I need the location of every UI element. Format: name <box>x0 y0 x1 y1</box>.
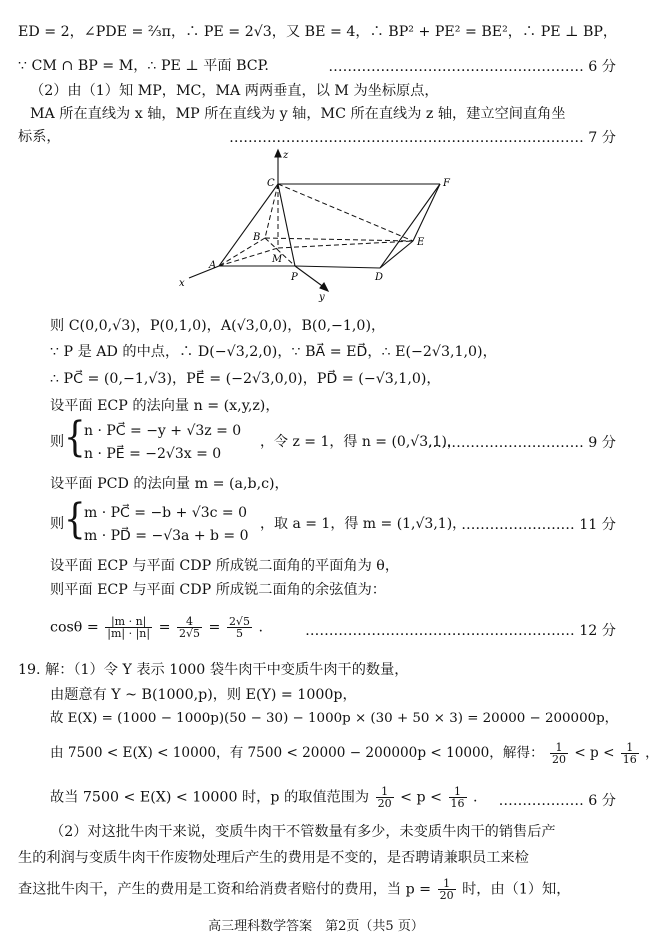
text-line: 故当 7500 < E(X) < 10000 时，p 的取值范围为 $\frac{1}{20}$ < p < $\frac{1}{16}$ . <box>50 785 478 810</box>
text-line: 19. 解：（1）令 Y 表示 1000 袋牛肉干中变质牛肉干的数量， <box>18 662 409 678</box>
text-line: （2）对这批牛肉干来说，变质牛肉干不管数量有多少，未变质牛肉干的销售后产 <box>50 824 556 840</box>
label-z: z <box>283 150 289 161</box>
edge-ME <box>278 241 413 248</box>
text-line: 生的利润与变质牛肉干作废物处理后产生的费用是不变的，是否聘请兼职员工来检 <box>18 850 529 866</box>
score-mark: ……………… 6 分 <box>498 793 616 809</box>
text-line: 由题意有 Y ~ B(1000,p)，则 E(Y) = 1000p， <box>50 687 357 703</box>
edge-BE <box>265 238 413 241</box>
edge-FE <box>413 184 440 241</box>
text-line: ，取 a = 1，得 m = (1,√3,1)， <box>260 516 467 532</box>
text-line: 由 7500 < E(X) < 10000，有 7500 < 20000 − 200000p < 10000，解得： $\frac{1}{20}$ < p < $\frac{1}{16}$ ， <box>50 741 659 766</box>
edge-CA <box>219 184 278 266</box>
text-line: 故 E(X) = (1000 − 1000p)(50 − 30) − 1000p × (30 + 50 × 3) = 20000 − 200000p， <box>50 711 619 726</box>
score-mark: …………………… 11 分 <box>461 517 616 533</box>
fraction: $\frac{1}{20}$ <box>552 741 567 766</box>
score-mark: …………………………… 9 分 <box>427 435 616 451</box>
label-x: x <box>179 278 185 289</box>
equation: n · PC⃗ = −y + √3z = 0 <box>84 423 242 439</box>
fraction: $\frac{1}{20}$ <box>439 877 454 902</box>
left-brace: { <box>64 496 86 544</box>
geometry-figure <box>175 148 465 303</box>
edge-FD <box>380 184 440 268</box>
left-brace: { <box>64 414 86 462</box>
text-line: 设平面 ECP 与平面 CDP 所成锐二面角的平面角为 θ， <box>50 558 400 574</box>
text-line: MA 所在直线为 x 轴，MP 所在直线为 y 轴，MC 所在直线为 z 轴，建立空间直角坐 <box>30 106 566 122</box>
score-mark: ……………………………………………… 6 分 <box>328 59 616 75</box>
text-line: 则 C(0,0,√3)，P(0,1,0)，A(√3,0,0)，B(0,−1,0)， <box>50 318 386 334</box>
label-y: y <box>319 292 325 303</box>
edge-PD <box>295 266 380 268</box>
label-C: C <box>267 178 275 189</box>
fraction: $\frac{1}{20}$ <box>377 785 392 810</box>
cosine-formula: cosθ = $\frac{|m \cdot n|}{|m| \cdot |n|}$ = $\frac{4}{2√5}$ = $\frac{2√5}{5}$ . <box>50 615 263 640</box>
edge-CE <box>278 184 413 241</box>
text-line: 则 <box>50 516 65 532</box>
label-E: E <box>417 237 425 248</box>
text-line: 则 <box>50 434 65 450</box>
text-line: ∵ P 是 AD 的中点，∴ D(−√3,2,0)，∵ BA⃗ = ED⃗，∴ E(−2√3,1,0)， <box>50 344 497 360</box>
text-line: ∴ PC⃗ = (0,−1,√3)，PE⃗ = (−2√3,0,0)，PD⃗ = (−√3,1,0)， <box>50 371 441 387</box>
text-line: 标系， <box>18 129 61 145</box>
fraction: $\frac{2√5}{5}$ <box>228 615 250 640</box>
text-line: 设平面 PCD 的法向量 m = (a,b,c)， <box>50 476 289 492</box>
equation: m · PD⃗ = −√3a + b = 0 <box>84 528 249 544</box>
text-line: ED = 2，∠PDE = ⅔π，∴ PE = 2√3，又 BE = 4，∴ BP² + PE² = BE²，∴ PE ⊥ BP， <box>18 24 618 40</box>
text-line: 查这批牛肉干，产生的费用是工资和给消费者赔付的费用，当 p = $\frac{1}{20}$ 时，由（1）知， <box>18 877 571 902</box>
text-line: ∵ CM ∩ BP = M，∴ PE ⊥ 平面 BCP. <box>18 58 269 74</box>
label-B: B <box>253 232 261 243</box>
text-line: 则平面 ECP 与平面 CDP 所成锐二面角的余弦值为： <box>50 582 386 598</box>
score-mark: ………………………………………………………………… 7 分 <box>229 130 616 146</box>
label-M: M <box>272 254 283 265</box>
label-D: D <box>375 272 384 283</box>
equation: n · PE⃗ = −2√3x = 0 <box>84 446 222 462</box>
edge-AM <box>219 248 278 266</box>
text-line: ，令 z = 1，得 n = (0,√3,1)， <box>260 434 461 450</box>
label-P: P <box>291 272 298 283</box>
fraction: $\frac{|m \cdot n|}{|m| \cdot |n|}$ <box>107 615 151 640</box>
fraction: $\frac{4}{2√5}$ <box>179 615 201 640</box>
fraction: $\frac{1}{16}$ <box>450 785 465 810</box>
page-footer: 高三理科数学答案 第2页（共5 页） <box>208 919 424 934</box>
y-axis <box>295 266 325 288</box>
label-F: F <box>443 178 450 189</box>
z-axis-arrow <box>275 150 281 157</box>
y-axis-arrow <box>320 283 328 291</box>
score-mark: ………………………………………………… 12 分 <box>305 623 616 639</box>
equation: m · PC⃗ = −b + √3c = 0 <box>84 505 247 521</box>
fraction: $\frac{1}{16}$ <box>622 741 637 766</box>
text-line: （2）由（1）知 MP，MC，MA 两两垂直，以 M 为坐标原点， <box>30 83 439 99</box>
text-line: 设平面 ECP 的法向量 n = (x,y,z)， <box>50 398 280 414</box>
label-A: A <box>209 260 217 271</box>
